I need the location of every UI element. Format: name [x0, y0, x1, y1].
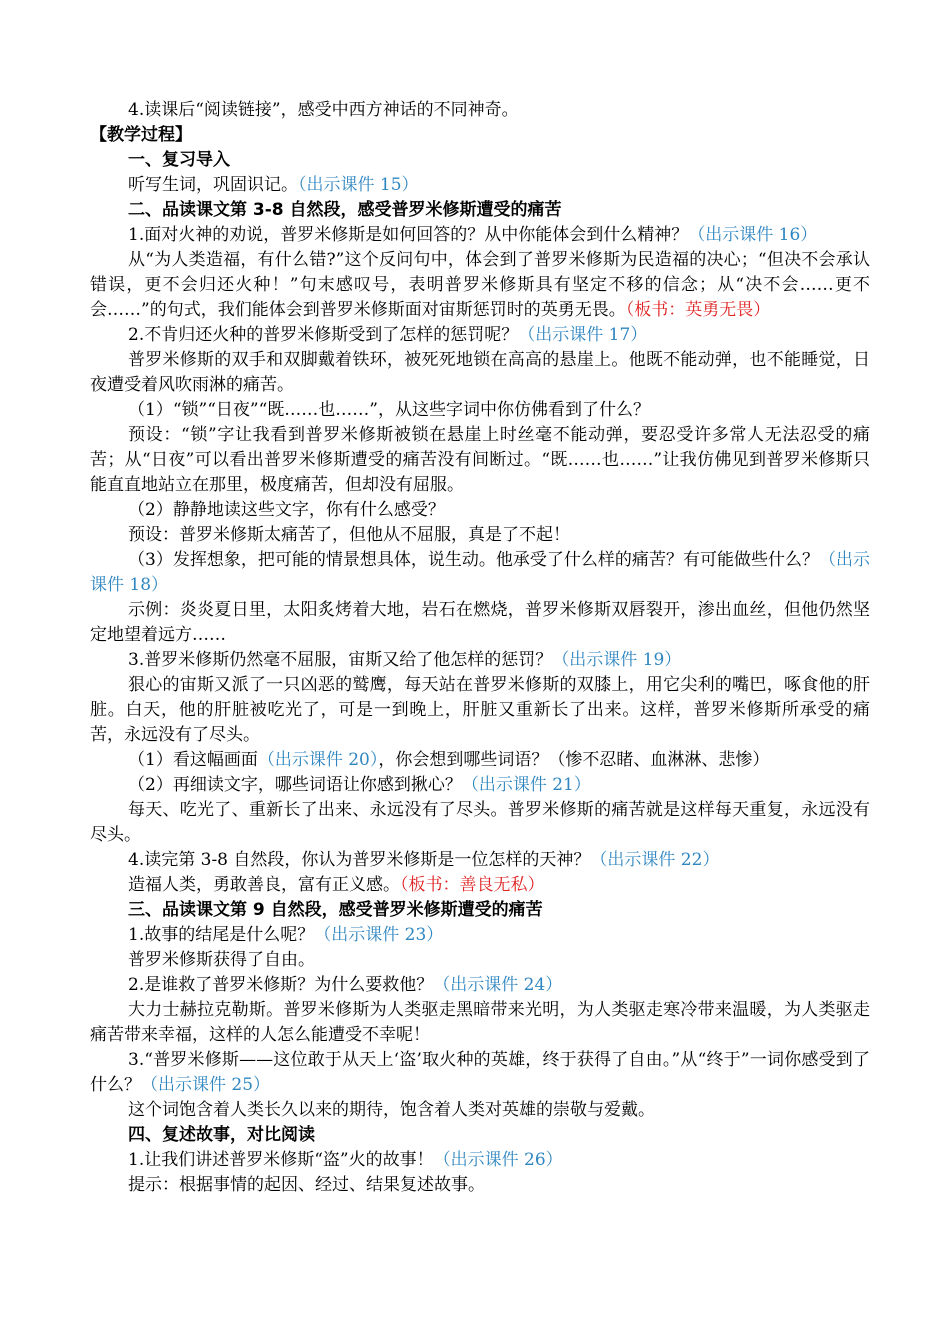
hint: 提示：根据事情的起因、经过、结果复述故事。	[128, 1175, 485, 1195]
courseware-ref: （出示课件 15）	[298, 175, 419, 195]
question: 3.普罗米修斯仍然毫不屈服，宙斯又给了他怎样的惩罚？（出示课件 19）	[128, 650, 682, 670]
sub-question: （3）发挥想象，把可能的情景想具体，说生动。他承受了什么样的痛苦？有可能做些什么？（出示课件 18）	[90, 550, 870, 595]
section-4-heading: 四、复述故事，对比阅读	[128, 1125, 315, 1145]
courseware-ref: （出示课件 25）	[141, 1075, 271, 1095]
lesson-content	[90, 98, 870, 1198]
courseware-ref: （出示课件 19）	[552, 650, 682, 670]
courseware-ref: （出示课件 18）	[90, 550, 870, 595]
sub-question: （2）静静地读这些文字，你有什么感受？	[128, 500, 445, 520]
courseware-ref: （出示课件 20）	[257, 750, 379, 770]
answer: 大力士赫拉克勒斯。普罗米修斯为人类驱走黑暗带来光明，为人类驱走寒冷带来温暖，为人类驱走痛苦带来幸福，这样的人怎么能遭受不幸呢！	[90, 1000, 870, 1045]
question: 2.是谁救了普罗米修斯？为什么要救他？（出示课件 24）	[128, 975, 563, 995]
process-heading: 【教学过程】	[90, 125, 192, 145]
board-note: （板书：英勇无畏）	[625, 300, 771, 320]
sub-question: （1）“锁”“日夜”“既……也……”，从这些字词中你仿佛看到了什么？	[128, 400, 650, 420]
answer: 造福人类，勇敢善良，富有正义感。（板书：善良无私）	[128, 875, 545, 895]
preset-answer: 预设：“锁”字让我看到普罗米修斯被锁在悬崖上时丝毫不能动弹，要忍受许多常人无法忍受的痛苦；从“日夜”可以看出普罗米修斯遭受的痛苦没有间断过。“既……也……”让我仿佛见到普罗米修斯只能直直地站立在那里，极度痛苦，但却没有屈服。	[90, 425, 870, 495]
example: 示例：炎炎夏日里，太阳炙烤着大地，岩石在燃烧，普罗米修斯双唇裂开，渗出血丝，但他仍然坚定地望着远方……	[90, 600, 870, 645]
answer: 从“为人类造福，有什么错?”这个反问句中，体会到了普罗米修斯为民造福的决心；“但决不会承认错误，更不会归还火种！”句末感叹号，表明普罗米修斯具有坚定不移的信念；从“决不会……更不会……”的句式，我们能体会到普罗米修斯面对宙斯惩罚时的英勇无畏。（板书：英勇无畏）	[90, 250, 870, 320]
answer: 每天、吃光了、重新长了出来、永远没有了尽头。普罗米修斯的痛苦就是这样每天重复，永远没有尽头。	[90, 800, 870, 845]
answer: 这个词饱含着人类长久以来的期待，饱含着人类对英雄的崇敬与爱戴。	[128, 1100, 655, 1120]
sub-question: （2）再细读文字，哪些词语让你感到揪心？（出示课件 21）	[128, 775, 591, 795]
courseware-ref: （出示课件 16）	[688, 225, 818, 245]
paragraph: 听写生词，巩固识记。（出示课件 15）	[128, 175, 419, 195]
question: 4.读完第 3-8 自然段，你认为普罗米修斯是一位怎样的天神？（出示课件 22）	[128, 850, 720, 870]
section-1-heading: 一、复习导入	[128, 150, 230, 170]
goal-4: 4.读课后“阅读链接”，感受中西方神话的不同神奇。	[128, 100, 519, 120]
question: 1.故事的结尾是什么呢？（出示课件 23）	[128, 925, 444, 945]
courseware-ref: （出示课件 26）	[433, 1150, 563, 1170]
section-3-heading: 三、品读课文第 9 自然段，感受普罗米修斯遭受的痛苦	[128, 900, 543, 920]
courseware-ref: （出示课件 17）	[518, 325, 648, 345]
preset-answer: 预设：普罗米修斯太痛苦了，但他从不屈服，真是了不起！	[128, 525, 570, 545]
sub-question: （1）看这幅画面（出示课件 20），你会想到哪些词语？（惨不忍睹、血淋淋、悲惨）	[128, 750, 770, 770]
courseware-ref: （出示课件 23）	[314, 925, 444, 945]
board-note: （板书：善良无私）	[400, 875, 545, 895]
courseware-ref: （出示课件 22）	[590, 850, 720, 870]
question: 2.不肯归还火种的普罗米修斯受到了怎样的惩罚呢？（出示课件 17）	[128, 325, 648, 345]
question: 3.“普罗米修斯——这位敢于从天上‘盗’取火种的英雄，终于获得了自由。”从“终于”一词你感受到了什么？（出示课件 25）	[90, 1050, 870, 1095]
question: 1.让我们讲述普罗米修斯“盗”火的故事！（出示课件 26）	[128, 1150, 563, 1170]
courseware-ref: （出示课件 24）	[433, 975, 563, 995]
answer: 普罗米修斯的双手和双脚戴着铁环，被死死地锁在高高的悬崖上。他既不能动弹，也不能睡觉，日夜遭受着风吹雨淋的痛苦。	[90, 350, 870, 395]
answer: 普罗米修斯获得了自由。	[128, 950, 315, 970]
answer: 狠心的宙斯又派了一只凶恶的鹫鹰，每天站在普罗米修斯的双膝上，用它尖利的嘴巴，啄食他的肝脏。白天，他的肝脏被吃光了，可是一到晚上，肝脏又重新长了出来。这样，普罗米修斯所承受的痛苦，永远没有了尽头。	[90, 675, 870, 745]
section-2-heading: 二、品读课文第 3-8 自然段，感受普罗米修斯遭受的痛苦	[128, 200, 562, 220]
courseware-ref: （出示课件 21）	[461, 775, 591, 795]
question: 1.面对火神的劝说，普罗米修斯是如何回答的？从中你能体会到什么精神？（出示课件 16）	[128, 225, 818, 245]
